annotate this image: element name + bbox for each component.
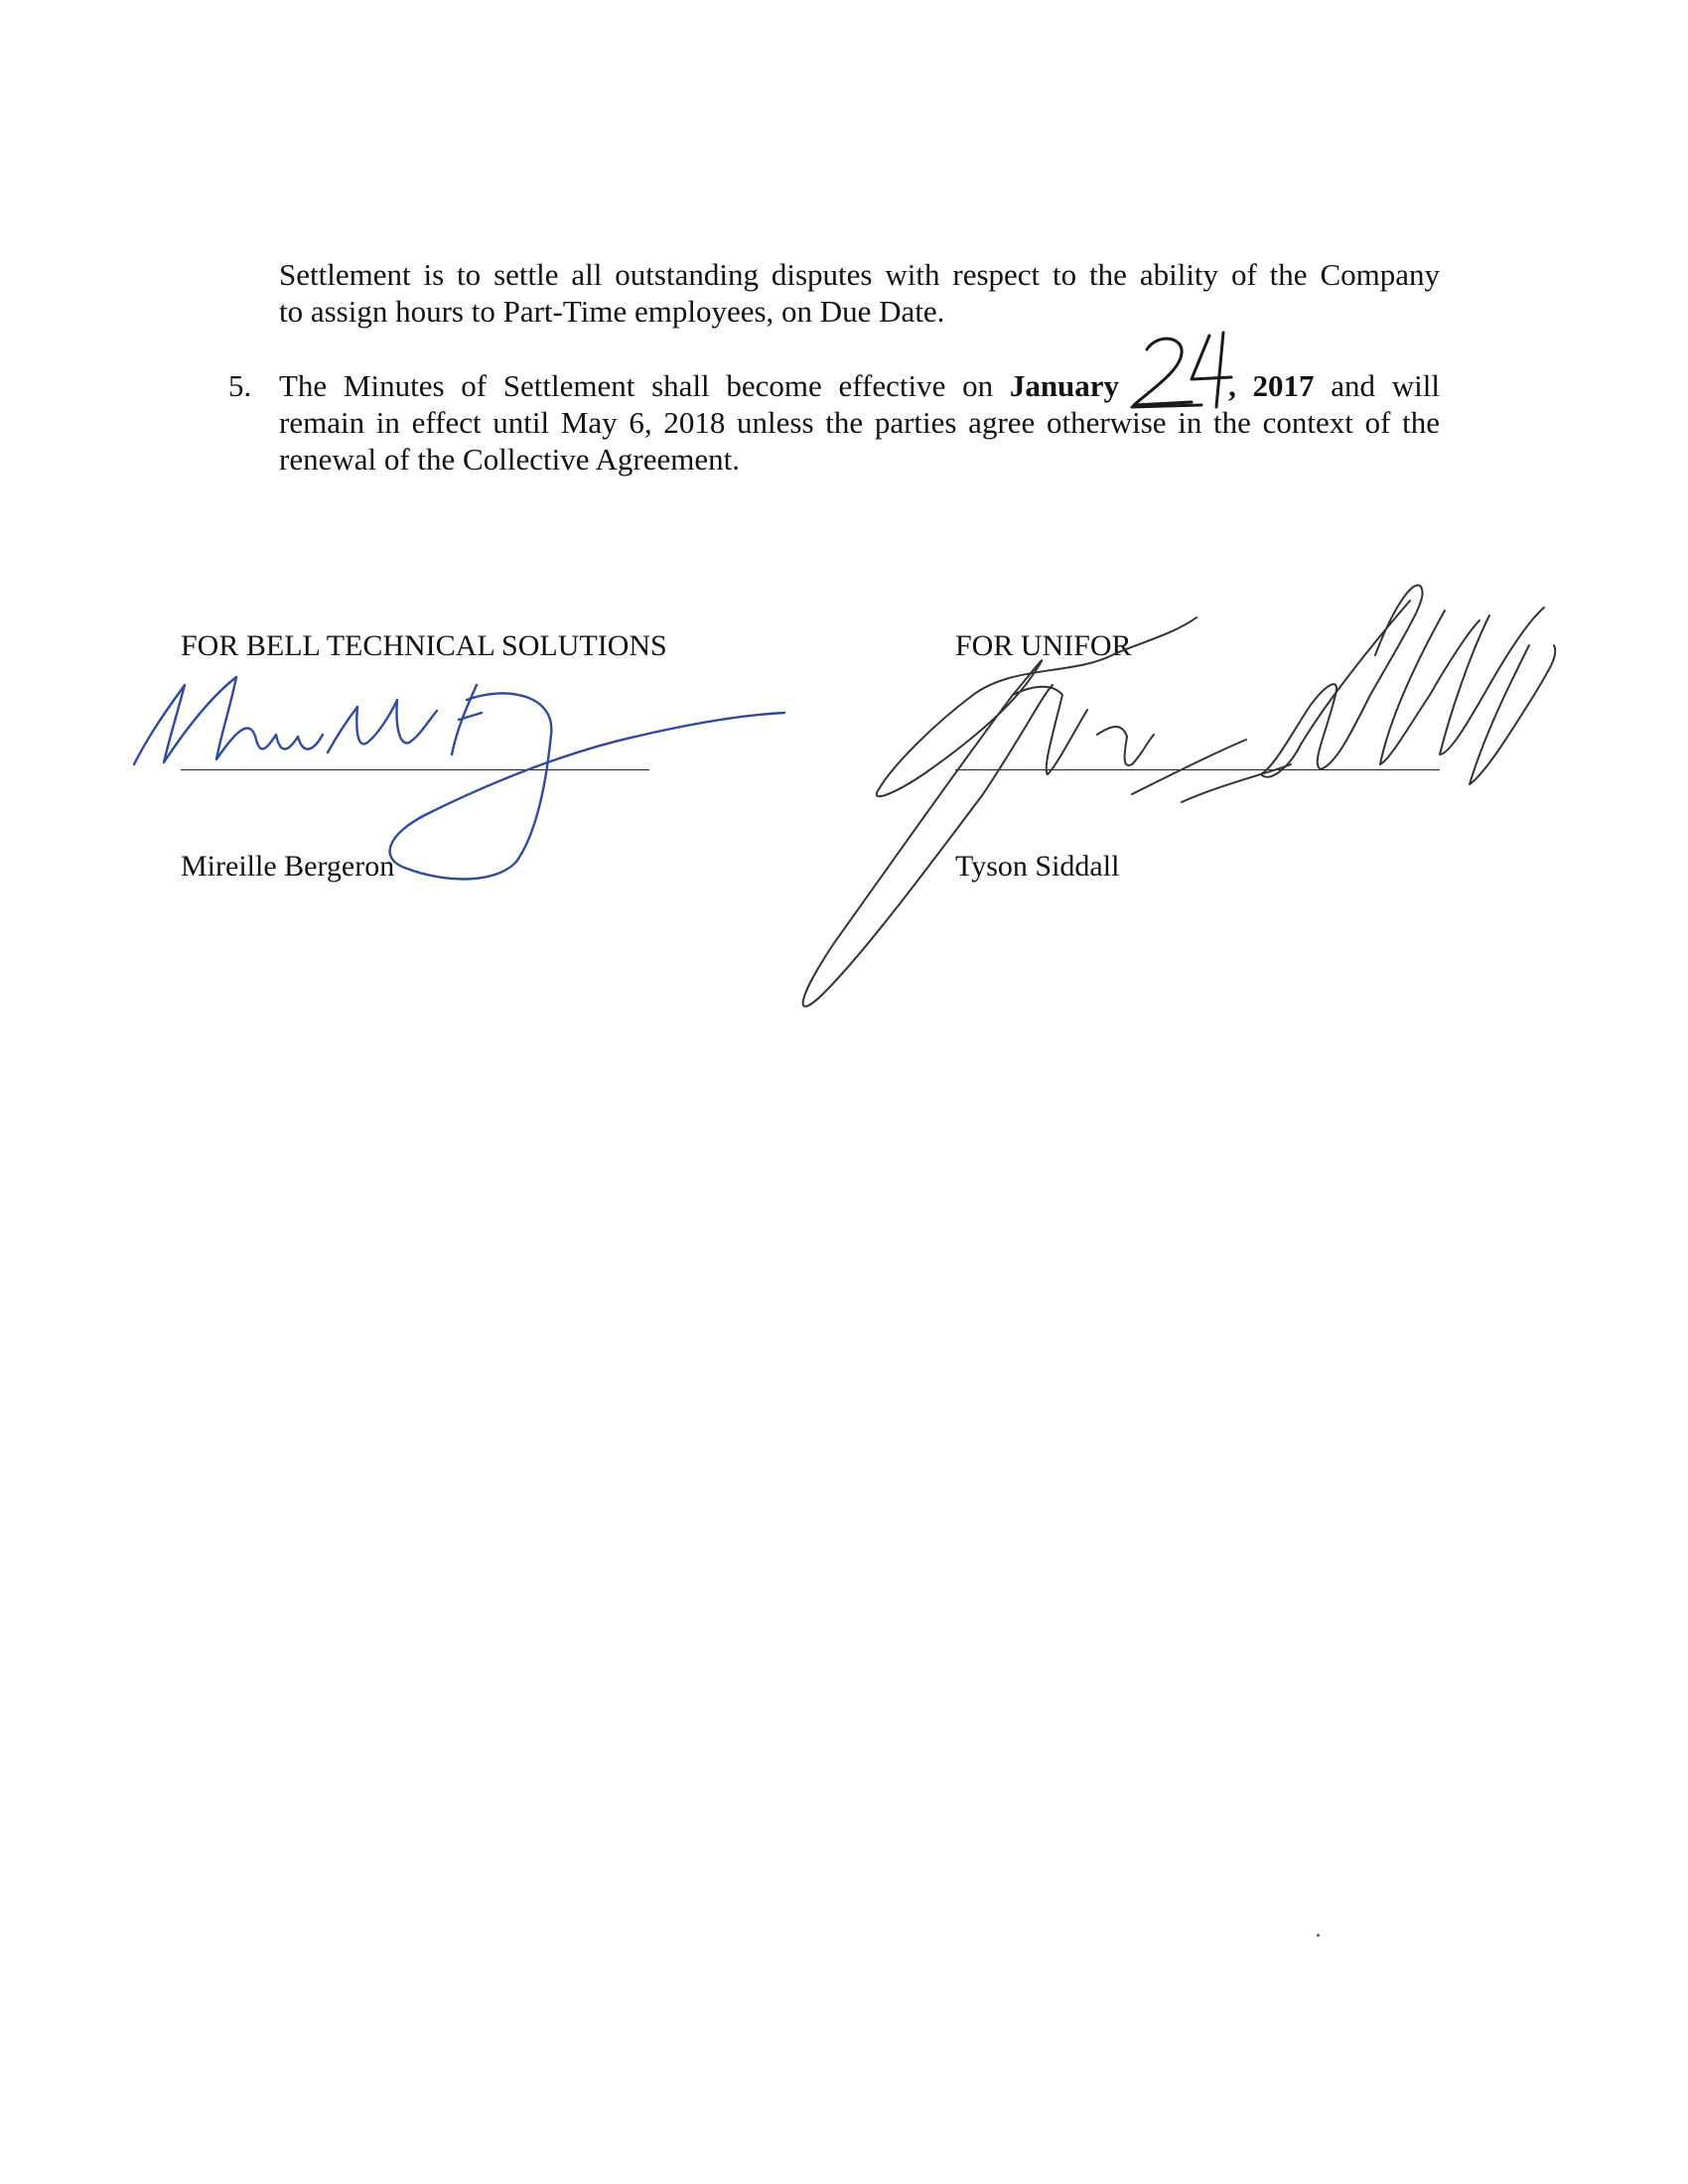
left-signature-line — [181, 769, 649, 770]
paragraph-line: Settlement is to settle all outstanding disputes with respect to the ability of the Company — [279, 257, 1440, 292]
item-5-text-start: The Minutes of Settlement shall become effective on — [279, 368, 1010, 403]
paragraph-line: remain in effect until May 6, 2018 unless the parties agree otherwise in the context of the — [279, 405, 1440, 440]
left-signature-heading: FOR BELL TECHNICAL SOLUTIONS — [181, 629, 667, 662]
left-signer-name: Mireille Bergeron — [181, 850, 395, 883]
right-signer-name: Tyson Siddall — [955, 850, 1120, 883]
effective-month: January — [1009, 368, 1120, 403]
paragraph-line — [279, 367, 1440, 404]
item-number: 5. — [228, 368, 252, 403]
paragraph-line: renewal of the Collective Agreement. — [279, 442, 740, 477]
item-5-paragraph — [279, 367, 1440, 478]
effective-year: , 2017 — [1228, 368, 1315, 403]
item-5-text-end: and will — [1314, 368, 1440, 403]
paragraph-line: to assign hours to Part-Time employees, on Due Date. — [279, 294, 945, 329]
continued-paragraph — [279, 256, 1440, 330]
right-signature-ink — [803, 586, 1556, 1007]
right-signature-line — [955, 769, 1440, 770]
right-signature-heading: FOR UNIFOR — [955, 629, 1132, 662]
scan-speck — [1317, 1934, 1320, 1937]
